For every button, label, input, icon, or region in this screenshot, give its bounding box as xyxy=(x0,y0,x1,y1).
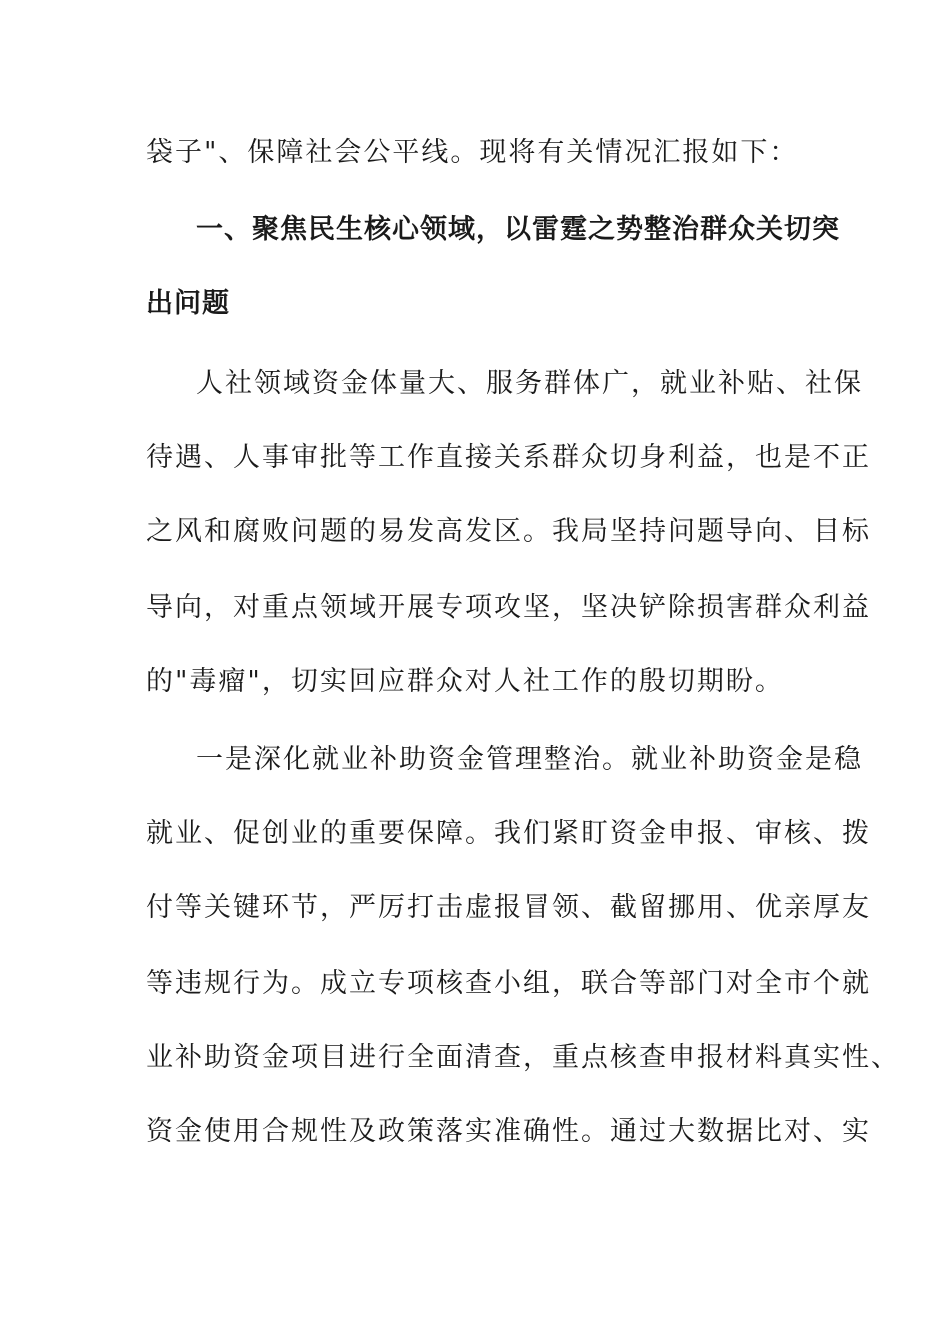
paragraph-line: 业补助资金项目进行全面清查，重点核查申报材料真实性、 xyxy=(146,1042,900,1073)
paragraph-line: 的"毒瘤"，切实回应群众对人社工作的殷切期盼。 xyxy=(146,666,784,697)
paragraph-line: 付等关键环节，严厉打击虚报冒领、截留挪用、优亲厚友 xyxy=(146,892,871,923)
paragraph-line: 资金使用合规性及政策落实准确性。通过大数据比对、实 xyxy=(146,1116,871,1147)
paragraph-line: 一是深化就业补助资金管理整治。就业补助资金是稳 xyxy=(196,744,863,775)
paragraph-line: 袋子"、保障社会公平线。现将有关情况汇报如下： xyxy=(146,137,799,168)
paragraph-line: 就业、促创业的重要保障。我们紧盯资金申报、审核、拨 xyxy=(146,818,871,849)
paragraph-line: 人社领域资金体量大、服务群体广，就业补贴、社保 xyxy=(196,368,863,399)
paragraph-line: 之风和腐败问题的易发高发区。我局坚持问题导向、目标 xyxy=(146,516,871,547)
paragraph-line: 等违规行为。成立专项核查小组，联合等部门对全市个就 xyxy=(146,968,871,999)
paragraph-line: 待遇、人事审批等工作直接关系群众切身利益，也是不正 xyxy=(146,442,871,473)
paragraph-line: 导向，对重点领域开展专项攻坚，坚决铲除损害群众利益 xyxy=(146,592,871,623)
section-heading: 一、聚焦民生核心领域，以雷霆之势整治群众关切突 xyxy=(196,214,840,245)
section-heading-continued: 出问题 xyxy=(146,288,230,319)
